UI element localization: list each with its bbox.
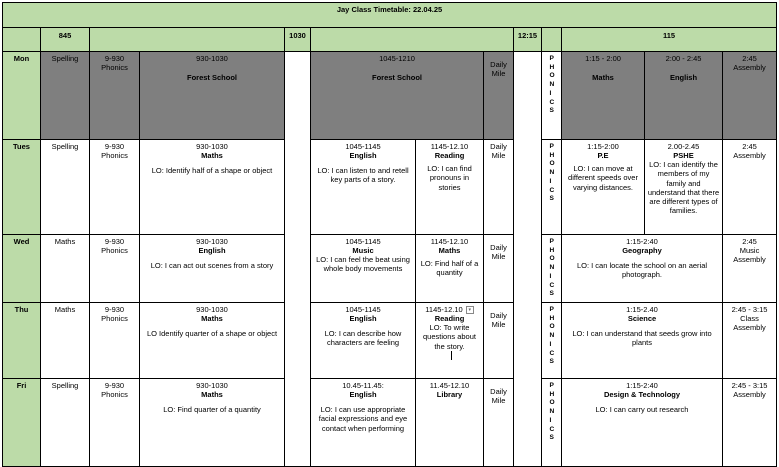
row-thu xyxy=(3,303,777,379)
lesson-subject: Class Assembly xyxy=(733,314,766,333)
lunch-column-1215 xyxy=(514,52,542,467)
cell-mon-spelling: Spelling xyxy=(41,52,90,140)
lesson-subject: Reading xyxy=(434,314,465,324)
lesson-subject: English xyxy=(349,151,377,161)
daily-mile-label: Daily Mile xyxy=(490,60,507,79)
day-label: Fri xyxy=(3,379,41,467)
phonics-vertical-text: PHONICS xyxy=(549,238,555,298)
phonics-vertical-text: PHONICS xyxy=(549,382,555,442)
cell-thu-maths: Maths xyxy=(41,303,90,379)
lesson-subject: Maths xyxy=(201,314,223,324)
cell-thu-phonics: 9-930 Phonics xyxy=(90,303,140,379)
lesson-time: 2.00-2.45 xyxy=(667,142,700,151)
cell-thu-science xyxy=(562,303,723,379)
lesson-time: 1:15-2:00 xyxy=(587,142,619,151)
lesson-subject: Assembly xyxy=(733,151,766,161)
row-fri xyxy=(3,379,777,467)
cell-thu-maths-2 xyxy=(140,303,285,379)
lesson-objective: LO: I can carry out research xyxy=(595,405,689,415)
cell-mon-phonics: 9-930 Phonics xyxy=(90,52,140,140)
lesson-subject: English xyxy=(198,246,226,256)
daily-mile-label: Daily Mile xyxy=(490,387,507,406)
cell-tue-daily-mile: Daily Mile xyxy=(484,140,514,235)
lesson-time: 2:45 xyxy=(742,237,757,246)
lesson-subject: Forest School xyxy=(371,73,422,83)
lesson-objective: LO: I can identify the members of my family and understand that there are different types of families. xyxy=(647,160,720,215)
lesson-objective: LO: I can use appropriate facial expressions and eye contact when performing xyxy=(318,405,408,433)
phonics-vertical-text: PHONICS xyxy=(549,143,555,203)
cell-fri-library xyxy=(416,379,484,467)
lesson-objective: LO: I can locate the school on an aerial photograph. xyxy=(576,261,708,280)
cell-fri-spelling: Spelling xyxy=(41,379,90,467)
lesson-time: 930-1030 xyxy=(196,381,228,390)
header-empty-3 xyxy=(542,28,562,52)
time-1030: 1030 xyxy=(285,28,311,52)
lesson-objective: LO: I can feel the beat using whole body movements xyxy=(316,255,410,274)
cell-mon-forest-school-1 xyxy=(140,52,285,140)
lesson-time: 2:45 xyxy=(742,54,757,63)
cell-wed-maths-2 xyxy=(416,235,484,303)
cell-fri-design-technology xyxy=(562,379,723,467)
dropdown-arrow-icon[interactable]: ▾ xyxy=(466,306,474,314)
cell-fri-phonics: 9-930 Phonics xyxy=(90,379,140,467)
lesson-time: 1145-12.10 xyxy=(430,237,469,246)
lesson-time: 1:15 - 2:00 xyxy=(585,54,621,63)
cell-fri-maths xyxy=(140,379,285,467)
lesson-objective: LO: Find half of a quantity xyxy=(420,259,479,278)
header-corner xyxy=(3,28,41,52)
lesson-subject: Design & Technology xyxy=(603,390,681,400)
lesson-time: 930-1030 xyxy=(196,54,228,63)
day-label: Mon xyxy=(3,52,41,140)
lesson-subject: Music Assembly xyxy=(733,246,766,265)
cell-fri-daily-mile xyxy=(484,379,514,467)
cell-fri-assembly xyxy=(723,379,777,467)
cell-thu-reading[interactable] xyxy=(416,303,484,379)
cell-tue-maths xyxy=(140,140,285,235)
lesson-subject: Maths xyxy=(201,390,223,400)
lesson-time: 2:45 - 3:15 xyxy=(731,381,768,390)
lesson-subject: Maths xyxy=(438,246,461,256)
cell-wed-phonics-vertical xyxy=(542,235,562,303)
lesson-time: 1045-1210 xyxy=(379,54,415,63)
cell-wed-daily-mile xyxy=(484,235,514,303)
cell-tue-reading xyxy=(416,140,484,235)
lesson-subject: Forest School xyxy=(186,73,237,83)
lesson-objective: LO: I can move at different speeds over varying distances. xyxy=(568,164,638,192)
time-header-row xyxy=(3,28,777,52)
cell-thu-assembly xyxy=(723,303,777,379)
header-empty-2 xyxy=(311,28,514,52)
lesson-time: 930-1030 xyxy=(196,142,228,151)
phonics-vertical-text: PHONICS xyxy=(549,55,555,115)
break-column-1030 xyxy=(285,52,311,467)
lesson-time: 2:45 - 3:15 xyxy=(731,305,768,314)
cell-thu-daily-mile xyxy=(484,303,514,379)
lesson-subject: Music xyxy=(352,246,374,256)
cell-thu-phonics-vertical xyxy=(542,303,562,379)
lesson-subject: Geography xyxy=(622,246,662,256)
cell-tue-spelling: Spelling xyxy=(41,140,90,235)
day-label: Thu xyxy=(3,303,41,379)
cell-wed-geography xyxy=(562,235,723,303)
lesson-objective: LO Identify quarter of a shape or object xyxy=(146,329,278,339)
cell-mon-english xyxy=(645,52,723,140)
cell-tue-pe xyxy=(562,140,645,235)
cell-wed-assembly xyxy=(723,235,777,303)
lesson-objective[interactable]: LO: To write questions about the story. xyxy=(423,323,476,351)
row-tue xyxy=(3,140,777,235)
time-845: 845 xyxy=(41,28,90,52)
lesson-subject: Maths xyxy=(592,73,614,83)
day-label: Tues xyxy=(3,140,41,235)
lesson-time: 1145-12.10 xyxy=(425,305,463,314)
cell-tue-phonics: 9-930 Phonics xyxy=(90,140,140,235)
phonics-vertical-text: PHONICS xyxy=(549,306,555,366)
lesson-objective: LO: I can listen to and retell key parts of a story. xyxy=(317,166,409,185)
lesson-subject: Library xyxy=(436,390,463,400)
lesson-subject: English xyxy=(669,73,698,83)
lesson-time: 11.45-12.10 xyxy=(429,381,470,390)
cell-wed-english xyxy=(140,235,285,303)
cell-tue-pshe xyxy=(645,140,723,235)
timetable-table xyxy=(2,2,777,467)
lesson-objective: LO: I can understand that seeds grow into plants xyxy=(572,329,712,348)
cell-fri-english xyxy=(311,379,416,467)
cell-fri-phonics-vertical xyxy=(542,379,562,467)
lesson-time-line xyxy=(418,305,481,314)
lesson-time: 10.45-11.45: xyxy=(342,381,384,390)
time-115: 115 xyxy=(562,28,777,52)
lesson-objective: LO: I can act out scenes from a story xyxy=(150,261,274,271)
lesson-subject: P.E xyxy=(597,151,609,161)
lesson-objective: LO: I can find pronouns in stories xyxy=(427,164,472,192)
text-cursor-line xyxy=(418,351,481,361)
cell-mon-maths xyxy=(562,52,645,140)
header-empty-1 xyxy=(90,28,285,52)
lesson-time: 1045-1145 xyxy=(345,237,381,246)
lesson-subject: Assembly xyxy=(733,63,766,73)
lesson-time: 1145-12.10 xyxy=(430,142,469,151)
cell-wed-music xyxy=(311,235,416,303)
text-cursor-icon xyxy=(451,351,452,360)
lesson-time: 1:15-2.40 xyxy=(626,305,658,314)
lesson-subject: Maths xyxy=(201,151,223,161)
lesson-time: 1045-1145 xyxy=(345,305,381,314)
cell-tue-phonics-vertical xyxy=(542,140,562,235)
cell-tue-english xyxy=(311,140,416,235)
lesson-subject: Science xyxy=(627,314,657,324)
cell-mon-assembly xyxy=(723,52,777,140)
daily-mile-label: Daily Mile xyxy=(490,311,507,330)
cell-wed-maths: Maths xyxy=(41,235,90,303)
day-label: Wed xyxy=(3,235,41,303)
row-wed xyxy=(3,235,777,303)
row-mon xyxy=(3,52,777,140)
time-1215: 12:15 xyxy=(514,28,542,52)
lesson-subject: English xyxy=(349,390,377,400)
lesson-objective: LO: Identify half of a shape or object xyxy=(151,166,273,176)
lesson-subject: PSHE xyxy=(673,151,694,161)
lesson-subject: Reading xyxy=(434,151,465,161)
daily-mile-label: Daily Mile xyxy=(490,243,507,262)
cell-thu-english xyxy=(311,303,416,379)
lesson-time: 1045-1145 xyxy=(345,142,381,151)
lesson-time: 1:15-2:40 xyxy=(626,237,658,246)
lesson-time: 2:45 xyxy=(742,142,757,151)
lesson-time: 1:15-2:40 xyxy=(626,381,658,390)
lesson-subject: Assembly xyxy=(733,390,766,400)
cell-wed-phonics: 9-930 Phonics xyxy=(90,235,140,303)
cell-tue-assembly xyxy=(723,140,777,235)
cell-mon-daily-mile xyxy=(484,52,514,140)
lesson-subject: English xyxy=(349,314,377,324)
lesson-time: 930-1030 xyxy=(196,237,228,246)
cell-mon-forest-school-2 xyxy=(311,52,484,140)
timetable-title: Jay Class Timetable: 22.04.25 xyxy=(3,3,777,28)
lesson-time: 2:00 - 2:45 xyxy=(665,54,702,63)
lesson-time: 930-1030 xyxy=(196,305,228,314)
lesson-objective: LO: I can describe how characters are feeling xyxy=(324,329,402,348)
cell-mon-phonics-vertical xyxy=(542,52,562,140)
lesson-objective: LO: Find quarter of a quantity xyxy=(163,405,261,415)
